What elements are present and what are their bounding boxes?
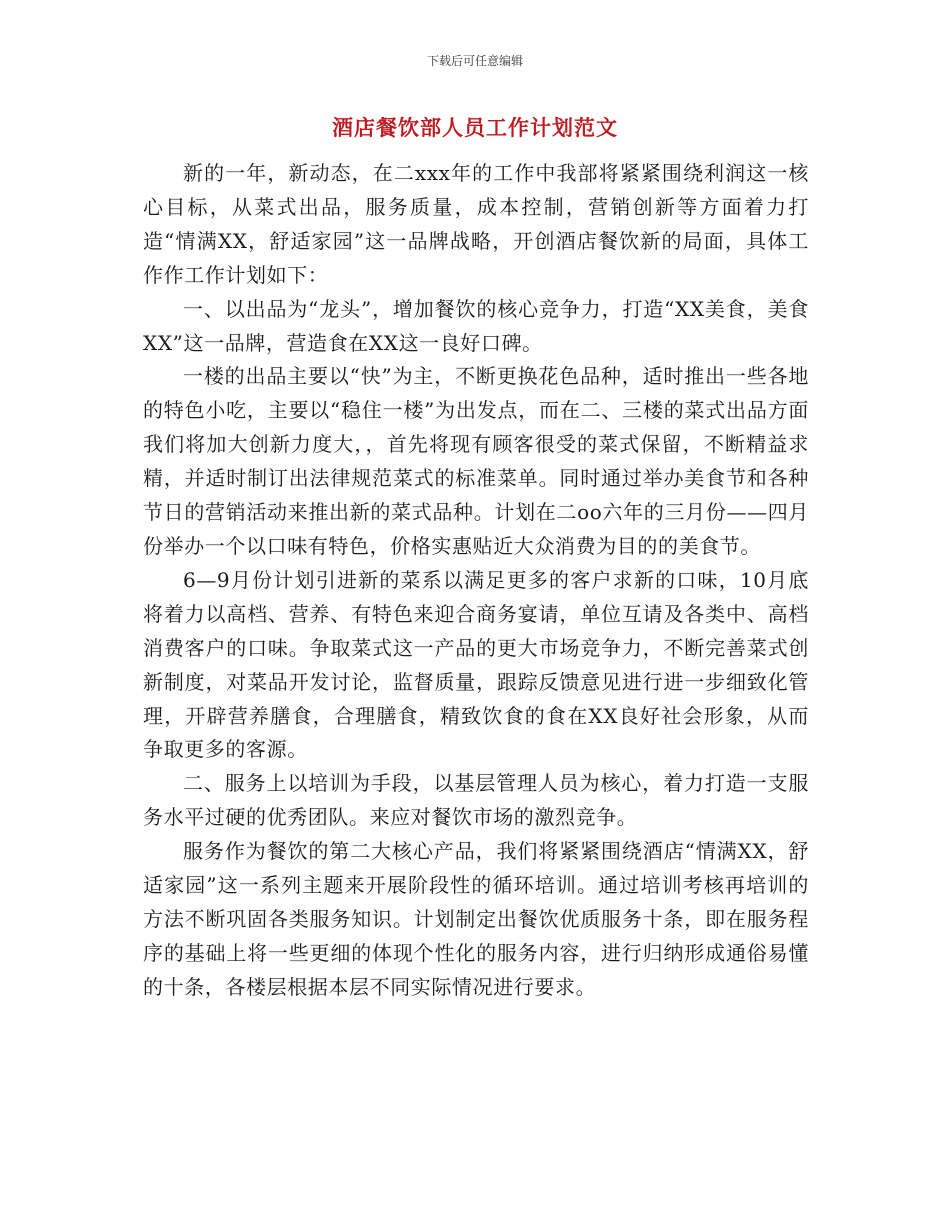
document-body [143, 157, 809, 1005]
paragraph-section-2-heading: 二、服务上以培训为手段，以基层管理人员为核心，着力打造一支服务水平过硬的优秀团队。来应对餐饮市场的激烈竞争。 [143, 771, 809, 830]
paragraph-new-cuisine: 6—9月份计划引进新的菜系以满足更多的客户求新的口味，10月底将着力以高档、营养、有特色来迎合商务宴请，单位互请及各类中、高档消费客户的口味。争取菜式这一产品的更大市场竞争力，不断完善菜式创新制度，对菜品开发讨论，监督质量，跟踪反馈意见进行进一步细致化管理，开辟营养膳食，合理膳食，精致饮食的食在XX良好社会形象，从而争取更多的客源。 [143, 567, 809, 762]
download-note: 下载后可任意编辑 [426, 54, 523, 68]
paragraph-first-floor: 一楼的出品主要以“快”为主，不断更换花色品种，适时推出一些各地的特色小吃，主要以“稳住一楼”为出发点，而在二、三楼的菜式出品方面我们将加大创新力度大，，首先将现有顾客很受的菜式保留，不断精益求精，并适时制订出法律规范菜式的标准菜单。同时通过举办美食节和各种节日的营销活动来推出新的菜式品种。计划在二oo六年的三月份——四月份举办一个以口味有特色，价格实惠贴近大众消费为目的的美食节。 [143, 364, 809, 558]
paragraph-service-training: 服务作为餐饮的第二大核心产品，我们将紧紧围绕酒店“情满XX，舒适家园”这一系列主题来开展阶段性的循环培训。通过培训考核再培训的方法不断巩固各类服务知识。计划制定出餐饮优质服务十条，即在服务程序的基础上将一些更细的体现个性化的服务内容，进行归纳形成通俗易懂的十条，各楼层根据本层不同实际情况进行要求。 [143, 839, 809, 999]
paragraph-intro: 新的一年，新动态，在二xxx年的工作中我部将紧紧围绕利润这一核心目标，从菜式出品，服务质量，成本控制，营销创新等方面着力打造“情满XX，舒适家园”这一品牌战略，开创酒店餐饮新的局面，具体工作作工作计划如下： [143, 161, 809, 287]
paragraph-section-1-heading: 一、以出品为“龙头”，增加餐饮的核心竞争力，打造“XX美食，美食XX”这一品牌，营造食在XX这一良好口碑。 [143, 296, 809, 355]
document-title: 酒店餐饮部人员工作计划范文 [332, 115, 618, 140]
